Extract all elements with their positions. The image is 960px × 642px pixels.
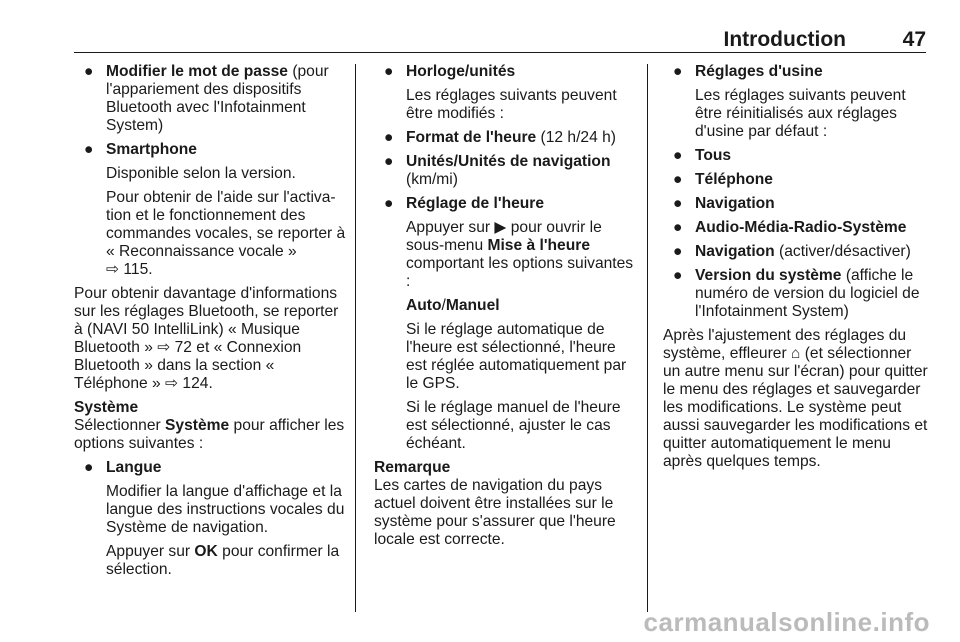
bullet-icon: ● <box>84 459 94 476</box>
page-number: 47 <box>902 28 926 51</box>
item-title: Unités/Unités de navigation <box>406 153 611 170</box>
text-bold: Système <box>165 417 230 434</box>
text-bold: Manuel <box>445 297 500 314</box>
item-text: Les réglages suivants peuvent être réinitialisés aux réglages d'usine par défaut : <box>695 87 906 140</box>
item-text: Si le réglage manuel de l'heure est sélectionné, ajuster le cas échéant. <box>406 399 621 452</box>
item-title: Smartphone <box>106 141 197 158</box>
bullet-icon: ● <box>673 219 683 236</box>
item-text: Si le réglage automatique de l'heure est sélectionné, l'heure est réglée automatiquement par le GPS. <box>406 321 627 392</box>
sub-list-item <box>663 195 929 213</box>
column-divider <box>355 64 356 612</box>
column-3 <box>663 63 929 477</box>
paragraph: Pour obtenir davantage d'informations sur les réglages Bluetooth, se reporter à (NAVI 50 IntelliLink) « Musique Bluetooth » ⇨ 72 et « Connexion Bluetooth » dans la section « Téléphone » ⇨ 124. <box>74 285 339 392</box>
item-text: (12 h/24 h) <box>536 129 616 146</box>
item-text: Disponible selon la version. <box>106 165 296 182</box>
item-text-body: Pour obtenir de l'aide sur l'activation et le fonctionnement des commandes vocales, se reporter à « Reconnaissance vocale » <box>106 189 346 260</box>
list-item <box>663 267 929 321</box>
item-title: Version du système <box>695 267 842 284</box>
sub-list-item <box>663 171 929 189</box>
section-heading: Système <box>74 399 139 416</box>
note-heading: Remarque <box>374 459 451 476</box>
sub-list-item <box>374 129 636 147</box>
item-text <box>406 219 636 291</box>
sub-list-item <box>374 153 636 189</box>
text: Appuyer sur <box>106 543 195 560</box>
text: Appuyer sur ▶ pour ouvrir le sous-menu <box>406 219 602 254</box>
item-title: Audio-Média-Radio-Système <box>695 219 907 236</box>
bullet-icon: ● <box>384 153 394 170</box>
sub-list-item <box>374 195 636 453</box>
item-title: Format de l'heure <box>406 129 537 146</box>
item-title: Horloge/unités <box>406 63 516 80</box>
item-title: Navigation <box>695 195 775 212</box>
section-title: Introduction <box>723 28 846 51</box>
item-title: Réglage de l'heure <box>406 195 545 212</box>
text: Sélectionner <box>74 417 166 434</box>
column-1 <box>74 63 346 585</box>
bullet-icon: ● <box>673 267 683 284</box>
bullet-icon: ● <box>673 243 683 260</box>
paragraph <box>663 327 929 471</box>
column-2 <box>374 63 636 555</box>
item-title: Langue <box>106 459 162 476</box>
text-bold: Auto <box>406 297 442 314</box>
text-bold: OK <box>194 543 218 560</box>
paragraph <box>74 417 346 453</box>
list-item <box>74 459 346 579</box>
item-text <box>106 543 346 579</box>
item-text: (affiche le numéro de version du logiciel de l'Infotainment System) <box>695 267 920 320</box>
list-item <box>74 63 346 135</box>
home-icon: ⌂ <box>790 345 801 362</box>
page-header <box>74 28 926 53</box>
item-text: Les réglages suivants peuvent être modifiés : <box>406 87 617 122</box>
bullet-icon: ● <box>84 141 94 158</box>
item-title: Téléphone <box>695 171 773 188</box>
item-text: Modifier la langue d'affichage et la langue des instructions vocales du Système de navigation. <box>106 483 345 536</box>
item-text <box>406 297 636 315</box>
text: pour afficher les options suivantes : <box>74 417 345 452</box>
text: pour confirmer la sélection. <box>106 543 340 578</box>
bullet-icon: ● <box>673 147 683 164</box>
bullet-icon: ● <box>673 63 683 80</box>
item-text: (activer/désactiver) <box>774 243 911 260</box>
list-item <box>663 63 929 237</box>
item-title: Réglages d'usine <box>695 63 823 80</box>
text-bold: Mise à l'heure <box>487 237 590 254</box>
column-divider <box>647 64 648 612</box>
note-text: Les cartes de navigation du pays actuel doivent être installées sur le système pour s'assurer que l'heure locale est correcte. <box>374 477 616 548</box>
watermark: carmanualsonline.info <box>643 607 930 637</box>
text: / <box>441 297 446 314</box>
item-title: Tous <box>695 147 732 164</box>
item-title: Navigation <box>695 243 775 260</box>
list-item <box>663 243 929 261</box>
item-text: (km/mi) <box>406 171 458 188</box>
list-item <box>374 63 636 453</box>
bullet-icon: ● <box>384 129 394 146</box>
bullet-icon: ● <box>673 171 683 188</box>
text: Après l'ajustement des réglages du système, effleurer <box>663 327 907 362</box>
item-title: Modifier le mot de passe <box>106 63 288 80</box>
text: comportant les options suivantes : <box>406 255 634 290</box>
list-item <box>74 141 346 279</box>
bullet-icon: ● <box>84 63 94 80</box>
sub-list-item <box>663 219 929 237</box>
item-text <box>106 189 346 279</box>
text: (et sélectionner un autre menu sur l'écran) pour quitter le menu des réglages et sauvegarder les modifications. Le système peut aussi sauvegarder les modifications et quitter automatiquement le menu après quelques temps. <box>663 345 928 470</box>
sub-list-item <box>663 147 929 165</box>
bullet-icon: ● <box>384 195 394 212</box>
page-reference[interactable]: ⇨ 115. <box>106 261 153 278</box>
bullet-icon: ● <box>384 63 394 80</box>
item-text: (pour l'appariement des dispositifs Bluetooth avec l'Infotainment System) <box>106 63 329 134</box>
bullet-icon: ● <box>673 195 683 212</box>
